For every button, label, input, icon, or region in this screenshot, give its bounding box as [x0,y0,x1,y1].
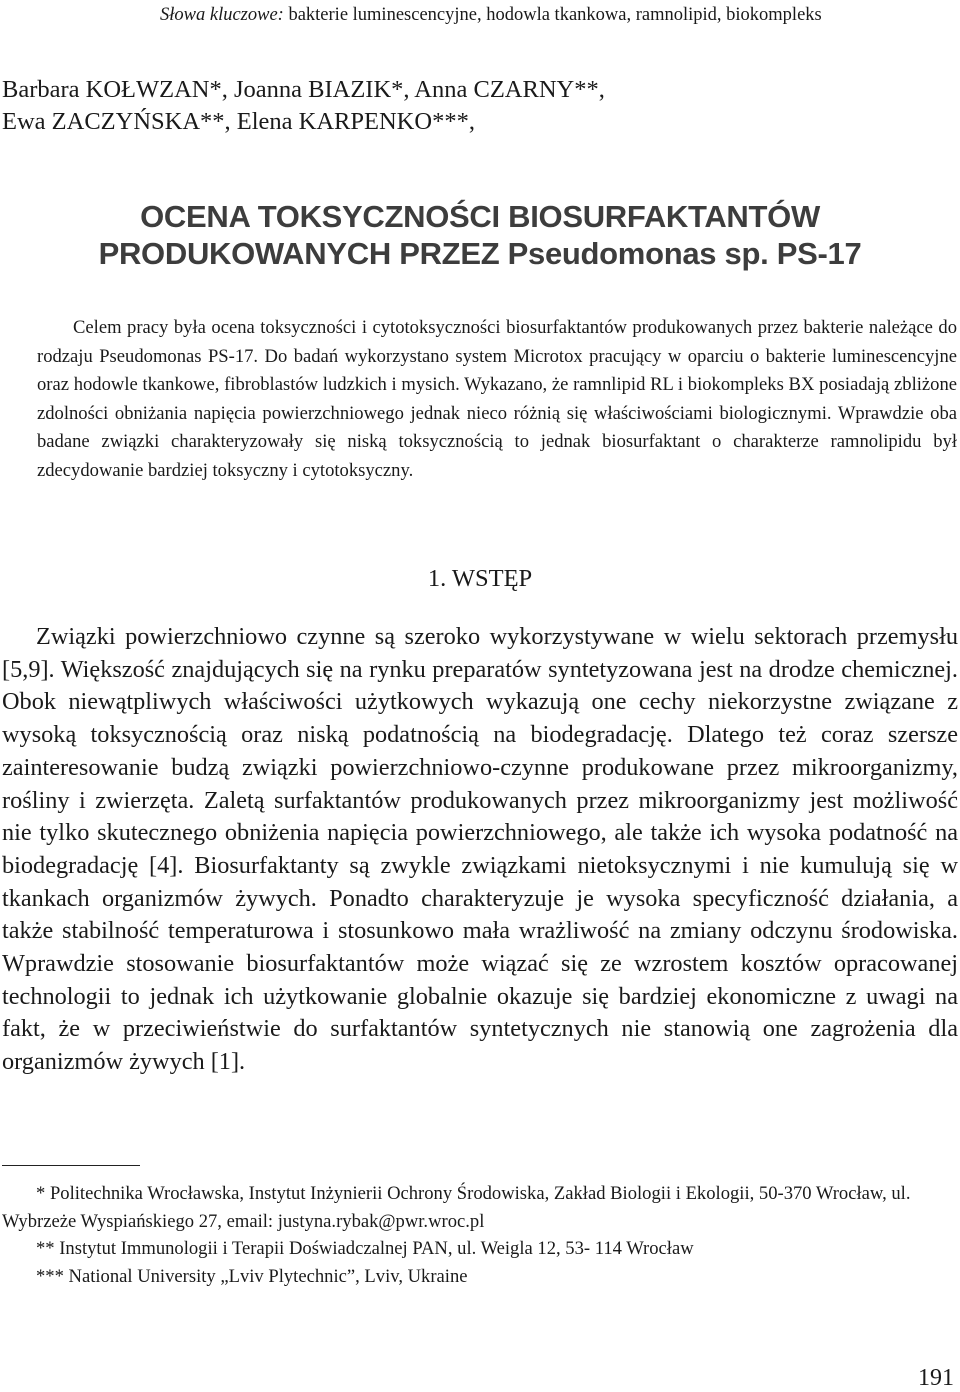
keywords-label: Słowa kluczowe: [160,5,284,25]
page-number: 191 [918,1365,954,1391]
keywords-text: bakterie luminescencyjne, hodowla tkankowa, ramnolipid, biokompleks [283,5,822,25]
abstract: Celem pracy była ocena toksyczności i cytotoksyczności biosurfaktantów produkowanych przez bakterie należące do rodzaju Pseudomonas PS-17. Do badań wykorzystano system Microtox pracujący w oparciu o bakterie luminescencyjne oraz hodowle tkankowe, fibroblastów ludzkich i mysich. Wykazano, że ramnlipid RL i biokompleks BX posiadają zbliżone zdolności obniżania napięcia powierzchniowego jednak nieco różnią się właściwościami biologicznymi. Wprawdzie oba badane związki charakteryzowały się niską toksycznością to jednak biosurfaktant o charakterze ramnolipidu był zdecydowanie bardziej toksyczny i cytotoksyczny. [37,317,957,481]
authors-line-2: Ewa ZACZYŃSKA**, Elena KARPENKO***, [2,108,475,135]
paper-title-line-1: OCENA TOKSYCZNOŚCI BIOSURFAKTANTÓW [140,199,820,234]
paper-title [0,198,960,272]
authors [2,74,902,138]
footnote-3: *** National University „Lviv Plytechnic”, Lviv, Ukraine [36,1265,468,1287]
footnote-2: ** Instytut Immunologii i Terapii Doświadczalnej PAN, ul. Weigla 12, 53- 114 Wrocław [36,1238,694,1259]
keywords [160,2,956,28]
footnotes [2,1180,922,1290]
footnote-1: * Politechnika Wrocławska, Instytut Inżynierii Ochrony Środowiska, Zakład Biologii i Ekologii, 50-370 Wrocław, ul. Wybrzeże Wyspiańskiego 27, email: justyna.rybak@pwr.wroc.pl [2,1183,911,1232]
paper-title-line-2: PRODUKOWANYCH PRZEZ Pseudomonas sp. PS-17 [98,236,862,271]
section-heading: 1. WSTĘP [427,565,533,592]
footnote-separator [2,1165,140,1166]
intro-paragraph: Związki powierzchniowo czynne są szeroko wykorzystywane w wielu sektorach przemysłu [5,9]. Większość znajdujących się na rynku preparatów syntetyzowana jest na drodze chemicznej. Obok niewątpliwych właściwości użytkowych wykazują one cechy niekorzystne związane z wysoką toksycznością oraz niską podatnością na biodegradację. Dlatego też coraz szersze zainteresowanie budzą związki powierzchniowo-czynne produkowane przez mikroorganizmy, rośliny i zwierzęta. Zaletą surfaktantów produkowanych przez mikroorganizmy jest możliwość nie tylko skutecznego obniżenia napięcia powierzchniowego, ale także ich wysoka podatność na biodegradację [4]. Biosurfaktanty są zwykle związkami nietoksycznymi i nie kumulują się w tkankach organizmów żywych. Ponadto charakteryzuje je wysoka specyficzność działania, a także stabilność temperaturowa i stosunkowo mała wrażliwość na zmiany odczynu środowiska. Wprawdzie stosowanie biosurfaktantów może wiązać się ze wzrostem kosztów opracowanej technologii to jednak ich użytkowanie globalnie okazuje się bardziej ekonomiczne z uwagi na fakt, że w przeciwieństwie do surfaktantów syntetycznych nie stanowią one zagrożenia dla organizmów żywych [1]. [2,623,958,1076]
authors-line-1: Barbara KOŁWZAN*, Joanna BIAZIK*, Anna CZARNY**, [2,76,605,103]
